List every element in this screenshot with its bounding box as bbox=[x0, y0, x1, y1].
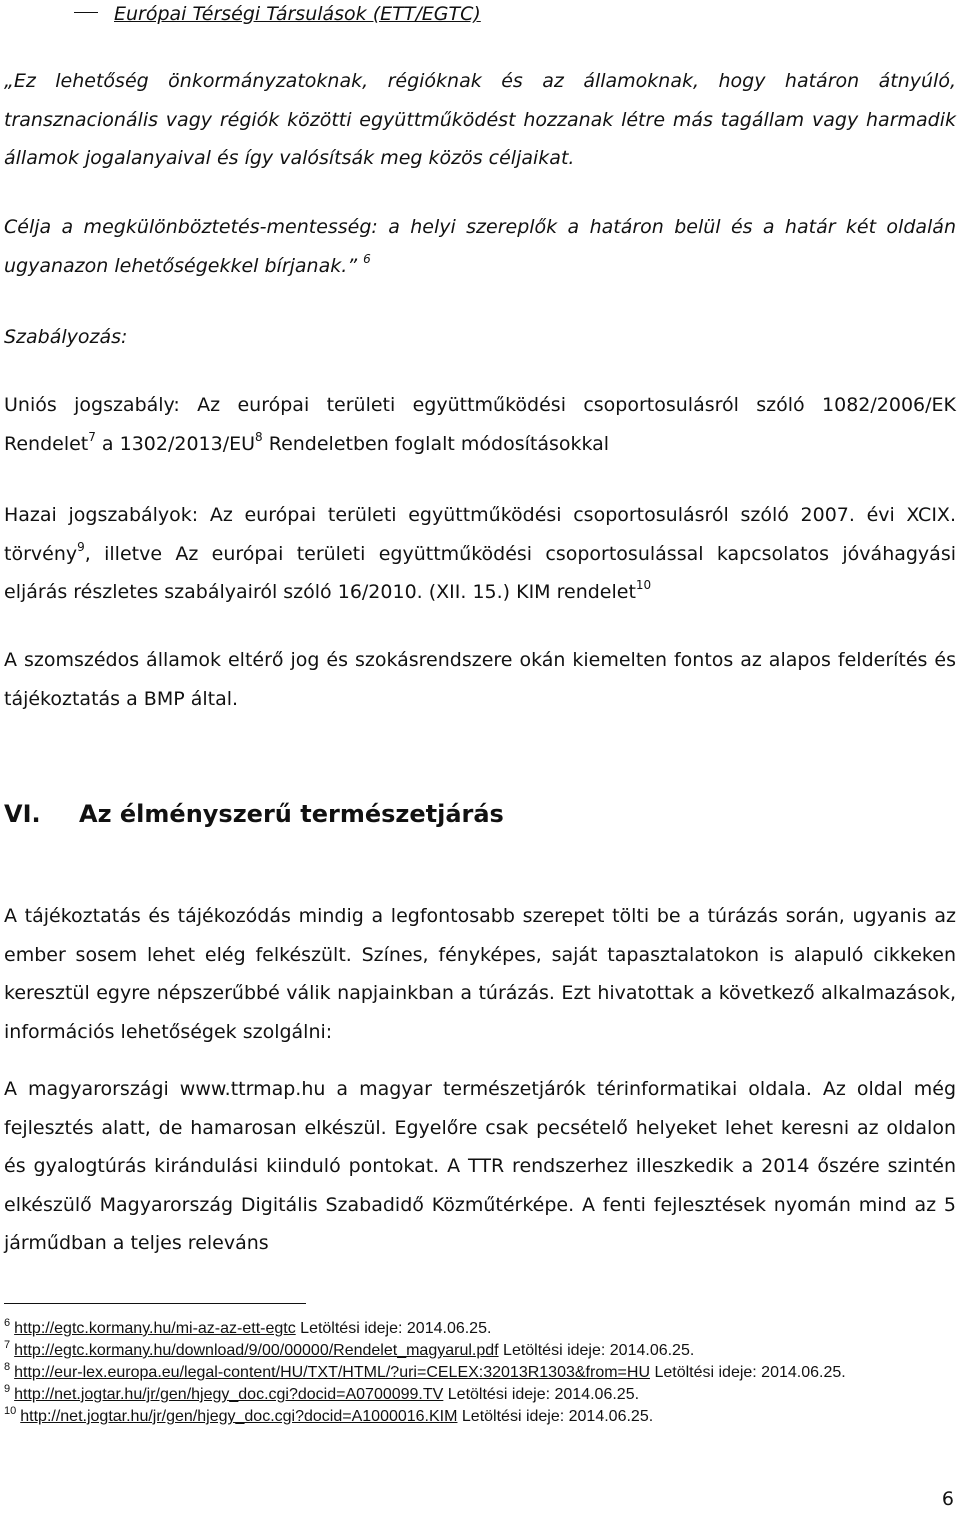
eu-regulation-text: Uniós jogszabály: Az európai területi együttműködési csoportosulásról szóló 1082/2006/EK Rendelet bbox=[4, 394, 956, 455]
footnote-ref: 9 bbox=[77, 539, 85, 554]
footnote-number: 6 bbox=[4, 1317, 11, 1329]
footnote-note: Letöltési ideje: 2014.06.25. bbox=[443, 1386, 640, 1403]
footnote-link[interactable]: http://eur-lex.europa.eu/legal-content/HU/TXT/HTML/?uri=CELEX:32013R1303&from=HU bbox=[14, 1364, 650, 1381]
footnote-number: 10 bbox=[4, 1405, 17, 1417]
quote-paragraph-1: „Ez lehetőség önkormányzatoknak, régióknak és az államoknak, hogy határon átnyúló, transznacionális vagy régiók közötti együttműködést hozzanak létre más tagállam vagy harmadik államok jogalanyaival és így valósítsák meg közös céljaikat. bbox=[4, 70, 956, 169]
footnote-link[interactable]: http://egtc.kormany.hu/download/9/00/00000/Rendelet_magyarul.pdf bbox=[14, 1342, 499, 1359]
footnote-note: Letöltési ideje: 2014.06.25. bbox=[650, 1364, 846, 1381]
footnote-separator bbox=[4, 1303, 306, 1304]
footnote-note: Letöltési ideje: 2014.06.25. bbox=[498, 1342, 695, 1359]
body-paragraph-ttrmap: A magyarországi www.ttrmap.hu a magyar természetjárók térinformatikai oldala. Az oldal még fejlesztés alatt, de hamarosan elkészül. Egyelőre csak pecsételő helyeket lehet keresni az oldalon és gyalogtúrás kirándulási kiinduló pontokat. A TTR rendszerhez illeszkedik a 2014 őszére szintén elkészülő Magyarország Digitális Szabadidő Közműtérképe. A fenti fejlesztések nyomán mind az 5 járműdban a teljes releváns bbox=[4, 1078, 956, 1254]
footnote-link[interactable]: http://net.jogtar.hu/jr/gen/hjegy_doc.cgi?docid=A0700099.TV bbox=[14, 1386, 444, 1403]
subheading-text: Európai Térségi Társulások (ETT/EGTC) bbox=[114, 3, 481, 25]
neighbor-states-paragraph: A szomszédos államok eltérő jog és szokásrendszere okán kiemelten fontos az alapos felderítés és tájékoztatás a BMP által. bbox=[4, 649, 956, 710]
quote-paragraph-2-text: Célja a megkülönböztetés-mentesség: a helyi szereplők a határon belül és a határ két oldalán ugyanazon lehetőségekkel bírjanak.” bbox=[4, 216, 956, 277]
section-number: VI. bbox=[4, 800, 41, 828]
footnote-number: 8 bbox=[4, 1361, 11, 1373]
national-regulation-paragraph bbox=[4, 496, 956, 612]
page-number: 6 bbox=[941, 1488, 954, 1510]
footnote-link[interactable]: http://net.jogtar.hu/jr/gen/hjegy_doc.cgi?docid=A1000016.KIM bbox=[20, 1408, 458, 1425]
dash-bullet bbox=[74, 12, 98, 13]
footnote-10 bbox=[4, 1406, 944, 1428]
eu-regulation-paragraph bbox=[4, 386, 956, 463]
body-paragraph-info: A tájékoztatás és tájékozódás mindig a legfontosabb szerepet tölti be a túrázás során, ugyanis az ember sosem lehet elég felkészült. Színes, fényképes, saját tapasztalatokon is alapuló cikkeken keresztül egyre népszerűbbé válik napjainkban a túrázás. Ezt hivatottak a következő alkalmazások, információs lehetőségek szolgálni: bbox=[4, 905, 956, 1043]
quote-paragraph-2 bbox=[4, 208, 956, 285]
footnote-9 bbox=[4, 1384, 944, 1406]
national-regulation-text: Hazai jogszabályok: Az európai területi együttműködési csoportosulásról szóló 2007. évi XCIX. törvény bbox=[4, 504, 956, 565]
footnote-ref: 6 bbox=[363, 251, 371, 266]
footnotes bbox=[4, 1318, 944, 1428]
footnote-ref: 7 bbox=[88, 429, 96, 444]
section-heading bbox=[4, 800, 504, 828]
footnote-ref: 8 bbox=[255, 429, 263, 444]
subheading bbox=[4, 3, 481, 25]
footnote-6 bbox=[4, 1318, 944, 1340]
footnote-8 bbox=[4, 1362, 944, 1384]
footnote-number: 9 bbox=[4, 1383, 11, 1395]
regulation-label: Szabályozás: bbox=[4, 326, 128, 348]
footnote-link[interactable]: http://egtc.kormany.hu/mi-az-az-ett-egtc bbox=[14, 1320, 296, 1337]
national-regulation-text: , illetve Az európai területi együttműködési csoportosulással kapcsolatos jóváhagyási eljárás részletes szabályairól szóló 16/2010. (XII. 15.) KIM rendelet bbox=[4, 542, 956, 603]
footnote-note: Letöltési ideje: 2014.06.25. bbox=[295, 1320, 492, 1337]
footnote-note: Letöltési ideje: 2014.06.25. bbox=[457, 1408, 654, 1425]
footnote-7 bbox=[4, 1340, 944, 1362]
footnote-number: 7 bbox=[4, 1339, 11, 1351]
section-title: Az élményszerű természetjárás bbox=[79, 800, 504, 828]
eu-regulation-text: a 1302/2013/EU bbox=[95, 432, 256, 455]
eu-regulation-text: Rendeletben foglalt módosításokkal bbox=[262, 432, 610, 455]
footnote-ref: 10 bbox=[635, 578, 652, 592]
